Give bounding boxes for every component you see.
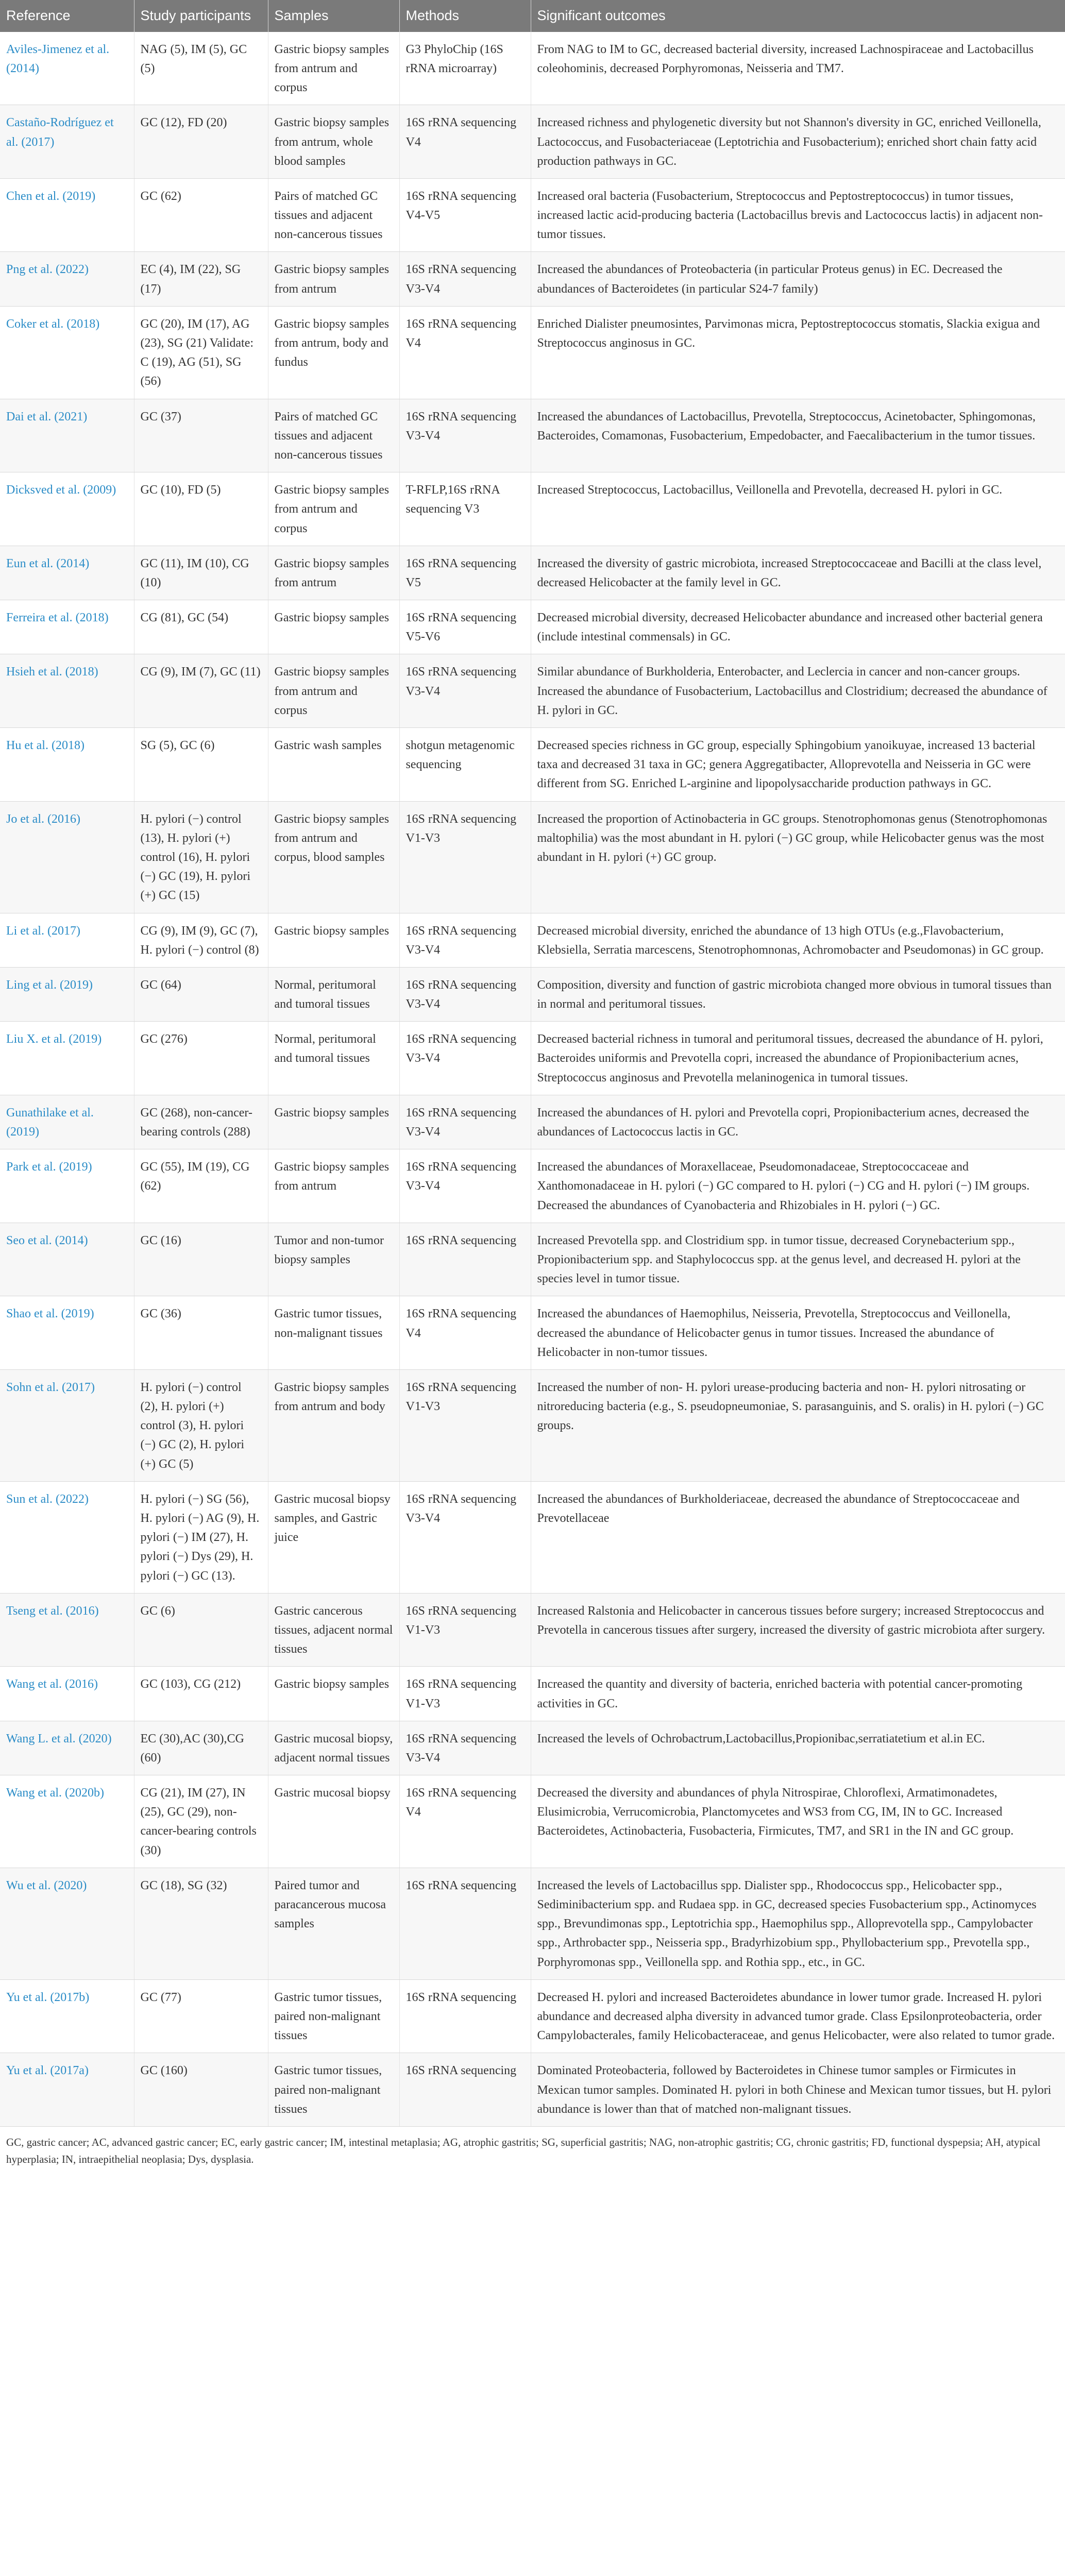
cell-outcomes: Dominated Proteobacteria, followed by Bacteroidetes in Chinese tumor samples or Firmicutes in Mexican tumor samples. Dominated H. pylori in both Chinese and Mexican tumor tissues, but H. pylori abundance is lower than that of matched non-malignant tissues. (531, 2053, 1065, 2127)
table-row (0, 913, 1065, 967)
table-row (0, 1868, 1065, 1979)
header-significant-outcomes: Significant outcomes (531, 0, 1065, 32)
cell-methods: 16S rRNA sequencing V4 (399, 306, 531, 399)
cell-participants: GC (12), FD (20) (134, 105, 268, 179)
table-row (0, 1775, 1065, 1868)
cell-participants: GC (37) (134, 399, 268, 472)
cell-outcomes: Increased Streptococcus, Lactobacillus, Veillonella and Prevotella, decreased H. pylori in GC. (531, 472, 1065, 546)
cell-samples: Normal, peritumoral and tumoral tissues (268, 967, 399, 1021)
cell-participants: GC (62) (134, 178, 268, 252)
cell-participants: GC (276) (134, 1022, 268, 1095)
cell-outcomes: Increased the abundances of Proteobacteria (in particular Proteus genus) in EC. Decreased the abundances of Bacteroidetes (in particular S24-7 family) (531, 252, 1065, 306)
cell-outcomes: Increased the number of non- H. pylori urease-producing bacteria and non- H. pylori nitrosating or nitroreducing bacteria (e.g., S. pseudopneumoniae, S. parasanguinis, and S. oralis) in H. pylori (−) GC groups. (531, 1369, 1065, 1481)
cell-participants: EC (4), IM (22), SG (17) (134, 252, 268, 306)
cell-samples: Pairs of matched GC tissues and adjacent non-cancerous tissues (268, 178, 399, 252)
cell-samples: Gastric wash samples (268, 728, 399, 802)
cell-reference[interactable]: Sohn et al. (2017) (0, 1369, 134, 1481)
cell-reference[interactable]: Dai et al. (2021) (0, 399, 134, 472)
cell-participants: NAG (5), IM (5), GC (5) (134, 32, 268, 105)
cell-outcomes: Increased the abundances of Moraxellaceae, Pseudomonadaceae, Streptococcaceae and Xanthomonadaceae in H. pylori (−) GC compared to H. pylori (−) CG and H. pylori (−) IM groups. Decreased the abundances of Cyanobacteria and Rhizobiales in H. pylori (−) GC. (531, 1149, 1065, 1223)
cell-outcomes: Increased the levels of Ochrobactrum,Lactobacillus,Propionibac,serratiatetium et al.in EC. (531, 1721, 1065, 1775)
cell-samples: Gastric biopsy samples from antrum and corpus (268, 472, 399, 546)
cell-outcomes: Enriched Dialister pneumosintes, Parvimonas micra, Peptostreptococcus stomatis, Slackia exigua and Streptococcus anginosus in GC. (531, 306, 1065, 399)
cell-outcomes: Increased the abundances of Haemophilus, Neisseria, Prevotella, Streptococcus and Veillonella, decreased the abundance of Helicobacter genus in tumor tissues. Increased the abundance of Helicobacter in non-tumor tissues. (531, 1296, 1065, 1370)
table-header-row (0, 0, 1065, 32)
cell-methods: 16S rRNA sequencing V3-V4 (399, 1149, 531, 1223)
cell-methods: 16S rRNA sequencing V3-V4 (399, 1022, 531, 1095)
table-row (0, 1481, 1065, 1593)
cell-outcomes: Increased the levels of Lactobacillus spp. Dialister spp., Rhodococcus spp., Helicobacter spp., Sediminibacterium spp. and Rudaea spp. in GC, decreased species Fusobacterium spp., Actinomyces spp., Brevundimonas spp., Leptotrichia spp., Haemophilus spp., Alloprevotella spp., Campylobacter spp., Arthrobacter spp., Neisseria spp., Bradyrhizobium spp., Phyllobacterium spp., Prevotella spp., Porphyromonas spp., Veillonella spp. and Rothia spp., etc., in GC. (531, 1868, 1065, 1979)
cell-participants: GC (55), IM (19), CG (62) (134, 1149, 268, 1223)
cell-samples: Gastric mucosal biopsy samples, and Gastric juice (268, 1481, 399, 1593)
table-row (0, 1667, 1065, 1721)
cell-samples: Gastric biopsy samples from antrum (268, 1149, 399, 1223)
cell-participants: GC (18), SG (32) (134, 1868, 268, 1979)
cell-participants: GC (77) (134, 1979, 268, 2053)
cell-samples: Gastric biopsy samples (268, 600, 399, 654)
cell-methods: T-RFLP,16S rRNA sequencing V3 (399, 472, 531, 546)
cell-samples: Gastric tumor tissues, non-malignant tissues (268, 1296, 399, 1370)
header-samples: Samples (268, 0, 399, 32)
table-row (0, 1095, 1065, 1149)
cell-outcomes: From NAG to IM to GC, decreased bacterial diversity, increased Lachnospiraceae and Lactobacillus coleohominis, decreased Porphyromonas, Neisseria and TM7. (531, 32, 1065, 105)
cell-participants: GC (268), non-cancer-bearing controls (288) (134, 1095, 268, 1149)
cell-samples: Gastric tumor tissues, paired non-malignant tissues (268, 1979, 399, 2053)
cell-methods: 16S rRNA sequencing V3-V4 (399, 1721, 531, 1775)
table-row (0, 654, 1065, 728)
cell-samples: Gastric biopsy samples from antrum and corpus (268, 32, 399, 105)
cell-samples: Tumor and non-tumor biopsy samples (268, 1223, 399, 1296)
cell-reference[interactable]: Png et al. (2022) (0, 252, 134, 306)
table-row (0, 1149, 1065, 1223)
cell-participants: EC (30),AC (30),CG (60) (134, 1721, 268, 1775)
table-row (0, 1296, 1065, 1370)
cell-methods: 16S rRNA sequencing V5-V6 (399, 600, 531, 654)
cell-outcomes: Composition, diversity and function of gastric microbiota changed more obvious in tumoral tissues than in normal and peritumoral tissues. (531, 967, 1065, 1021)
cell-samples: Gastric biopsy samples from antrum, body and fundus (268, 306, 399, 399)
cell-outcomes: Decreased the diversity and abundances of phyla Nitrospirae, Chloroflexi, Armatimonadetes, Elusimicrobia, Verrucomicrobia, Planctomycetes and WS3 from CG, IM, IN to GC. Increased Bacteroidetes, Actinobacteria, Fusobacteria, Firmicutes, TM7, and SR1 in the IN and GC group. (531, 1775, 1065, 1868)
cell-reference[interactable]: Wang et al. (2016) (0, 1667, 134, 1721)
cell-outcomes: Decreased bacterial richness in tumoral and peritumoral tissues, decreased the abundance of H. pylori, Bacteroides uniformis and Prevotella copri, increased the abundance of Propionibacterium acnes, Streptococcus anginosus and Prevotella melaninogenica in tumoral tissues. (531, 1022, 1065, 1095)
table-row (0, 600, 1065, 654)
cell-methods: 16S rRNA sequencing V4 (399, 1775, 531, 1868)
cell-participants: H. pylori (−) control (13), H. pylori (+) control (16), H. pylori (−) GC (19), H. pylori (+) GC (15) (134, 801, 268, 913)
cell-reference[interactable]: Tseng et al. (2016) (0, 1593, 134, 1667)
table-row (0, 967, 1065, 1021)
cell-samples: Paired tumor and paracancerous mucosa samples (268, 1868, 399, 1979)
cell-reference[interactable]: Wang L. et al. (2020) (0, 1721, 134, 1775)
cell-reference[interactable]: Gunathilake et al. (2019) (0, 1095, 134, 1149)
cell-samples: Gastric biopsy samples from antrum and corpus (268, 654, 399, 728)
cell-samples: Pairs of matched GC tissues and adjacent non-cancerous tissues (268, 399, 399, 472)
cell-reference[interactable]: Ling et al. (2019) (0, 967, 134, 1021)
cell-participants: CG (9), IM (9), GC (7), H. pylori (−) control (8) (134, 913, 268, 967)
cell-samples: Normal, peritumoral and tumoral tissues (268, 1022, 399, 1095)
header-methods: Methods (399, 0, 531, 32)
table-row (0, 32, 1065, 105)
cell-outcomes: Increased the diversity of gastric microbiota, increased Streptococcaceae and Bacilli at the class level, decreased Helicobacter at the family level in GC. (531, 546, 1065, 600)
cell-reference[interactable]: Yu et al. (2017a) (0, 2053, 134, 2127)
cell-outcomes: Decreased microbial diversity, decreased Helicobacter abundance and increased other bacterial genera (include intestinal commensals) in GC. (531, 600, 1065, 654)
cell-reference[interactable]: Wang et al. (2020b) (0, 1775, 134, 1868)
cell-participants: H. pylori (−) SG (56), H. pylori (−) AG (9), H. pylori (−) IM (27), H. pylori (−) Dys (29), H. pylori (−) GC (13). (134, 1481, 268, 1593)
cell-reference[interactable]: Hsieh et al. (2018) (0, 654, 134, 728)
cell-methods: 16S rRNA sequencing V3-V4 (399, 1095, 531, 1149)
cell-outcomes: Decreased microbial diversity, enriched the abundance of 13 high OTUs (e.g.,Flavobacterium, Klebsiella, Serratia marcescens, Stenotrophomnonas, Achromobacter and Pseudomonas) in GC group. (531, 913, 1065, 967)
cell-methods: G3 PhyloChip (16S rRNA microarray) (399, 32, 531, 105)
cell-reference[interactable]: Coker et al. (2018) (0, 306, 134, 399)
cell-outcomes: Increased the abundances of Burkholderiaceae, decreased the abundance of Streptococcaceae and Prevotellaceae (531, 1481, 1065, 1593)
table-row (0, 1022, 1065, 1095)
cell-reference[interactable]: Wu et al. (2020) (0, 1868, 134, 1979)
cell-samples: Gastric biopsy samples from antrum (268, 252, 399, 306)
cell-participants: SG (5), GC (6) (134, 728, 268, 802)
cell-methods: 16S rRNA sequencing V5 (399, 546, 531, 600)
cell-participants: GC (36) (134, 1296, 268, 1370)
cell-outcomes: Decreased species richness in GC group, especially Sphingobium yanoikuyae, increased 13 bacterial taxa and decreased 31 taxa in GC; genera Aggregatibacter, Alloprevotella and Neisseria in GC were different from SG. Enriched L-arginine and lipopolysaccharide production pathways in GC. (531, 728, 1065, 802)
cell-reference[interactable]: Jo et al. (2016) (0, 801, 134, 913)
cell-reference[interactable]: Yu et al. (2017b) (0, 1979, 134, 2053)
cell-reference[interactable]: Li et al. (2017) (0, 913, 134, 967)
cell-participants: GC (20), IM (17), AG (23), SG (21) Validate: C (19), AG (51), SG (56) (134, 306, 268, 399)
cell-outcomes: Increased the abundances of Lactobacillus, Prevotella, Streptococcus, Acinetobacter, Sphingomonas, Bacteroides, Comamonas, Fusobacterium, Empedobacter, and Faecalibacterium in the tumor tissues. (531, 399, 1065, 472)
cell-outcomes: Increased the proportion of Actinobacteria in GC groups. Stenotrophomonas genus (Stenotrophomonas maltophilia) was the most abundant in H. pylori (−) GC group, while Helicobacter genus was the most abundant in H. pylori (+) GC group. (531, 801, 1065, 913)
cell-reference[interactable]: Castaño-Rodríguez et al. (2017) (0, 105, 134, 179)
table-row (0, 306, 1065, 399)
cell-participants: CG (21), IM (27), IN (25), GC (29), non-cancer-bearing controls (30) (134, 1775, 268, 1868)
cell-reference[interactable]: Aviles-Jimenez et al. (2014) (0, 32, 134, 105)
table-row (0, 252, 1065, 306)
cell-samples: Gastric cancerous tissues, adjacent normal tissues (268, 1593, 399, 1667)
cell-outcomes: Decreased H. pylori and increased Bacteroidetes abundance in lower tumor grade. Increased H. pylori abundance and decreased alpha diversity in advanced tumor grade. Class Epsilonproteobacteria, order Campylobacterales, family Helicobacteraceae, and genus Helicobacter, were also related to tumor grade. (531, 1979, 1065, 2053)
cell-participants: GC (10), FD (5) (134, 472, 268, 546)
cell-methods: 16S rRNA sequencing V3-V4 (399, 654, 531, 728)
cell-reference[interactable]: Chen et al. (2019) (0, 178, 134, 252)
cell-methods: 16S rRNA sequencing (399, 1868, 531, 1979)
table-row (0, 399, 1065, 472)
table-row (0, 1979, 1065, 2053)
table-row (0, 2053, 1065, 2127)
cell-methods: 16S rRNA sequencing V1-V3 (399, 1593, 531, 1667)
cell-participants: CG (81), GC (54) (134, 600, 268, 654)
cell-methods: 16S rRNA sequencing V1-V3 (399, 1667, 531, 1721)
cell-samples: Gastric mucosal biopsy (268, 1775, 399, 1868)
cell-outcomes: Increased oral bacteria (Fusobacterium, Streptococcus and Peptostreptococcus) in tumor tissues, increased lactic acid-producing bacteria (Lactobacillus brevis and Lactococcus lactis) in adjacent non-tumor tissues. (531, 178, 1065, 252)
cell-reference[interactable]: Liu X. et al. (2019) (0, 1022, 134, 1095)
cell-samples: Gastric biopsy samples (268, 1667, 399, 1721)
cell-reference[interactable]: Hu et al. (2018) (0, 728, 134, 802)
cell-samples: Gastric biopsy samples from antrum, whole blood samples (268, 105, 399, 179)
table-row (0, 728, 1065, 802)
table-body (0, 32, 1065, 2127)
table-row (0, 1721, 1065, 1775)
cell-methods: 16S rRNA sequencing V4-V5 (399, 178, 531, 252)
header-reference: Reference (0, 0, 134, 32)
cell-methods: 16S rRNA sequencing V4 (399, 1296, 531, 1370)
cell-methods: 16S rRNA sequencing (399, 1979, 531, 2053)
cell-methods: 16S rRNA sequencing V4 (399, 105, 531, 179)
cell-samples: Gastric biopsy samples from antrum and corpus, blood samples (268, 801, 399, 913)
cell-methods: shotgun metagenomic sequencing (399, 728, 531, 802)
table-row (0, 1369, 1065, 1481)
table-row (0, 105, 1065, 179)
cell-participants: GC (6) (134, 1593, 268, 1667)
table-row (0, 472, 1065, 546)
cell-samples: Gastric mucosal biopsy, adjacent normal tissues (268, 1721, 399, 1775)
cell-outcomes: Increased the abundances of H. pylori and Prevotella copri, Propionibacterium acnes, decreased the abundances of Lactococcus lactis in GC. (531, 1095, 1065, 1149)
table-row (0, 1593, 1065, 1667)
cell-reference[interactable]: Park et al. (2019) (0, 1149, 134, 1223)
table-row (0, 801, 1065, 913)
cell-participants: CG (9), IM (7), GC (11) (134, 654, 268, 728)
cell-participants: GC (103), CG (212) (134, 1667, 268, 1721)
cell-reference[interactable]: Ferreira et al. (2018) (0, 600, 134, 654)
cell-samples: Gastric biopsy samples (268, 1095, 399, 1149)
cell-participants: GC (160) (134, 2053, 268, 2127)
cell-participants: GC (16) (134, 1223, 268, 1296)
cell-participants: GC (11), IM (10), CG (10) (134, 546, 268, 600)
cell-participants: H. pylori (−) control (2), H. pylori (+) control (3), H. pylori (−) GC (2), H. pylori (+) GC (5) (134, 1369, 268, 1481)
cell-methods: 16S rRNA sequencing V1-V3 (399, 1369, 531, 1481)
cell-methods: 16S rRNA sequencing V3-V4 (399, 913, 531, 967)
cell-methods: 16S rRNA sequencing V3-V4 (399, 967, 531, 1021)
table-row (0, 546, 1065, 600)
cell-reference[interactable]: Dicksved et al. (2009) (0, 472, 134, 546)
table-footnote: GC, gastric cancer; AC, advanced gastric cancer; EC, early gastric cancer; IM, intestinal metaplasia; AG, atrophic gastritis; SG, superficial gastritis; NAG, non-atrophic gastritis; CG, chronic gastritis; FD, functional dyspepsia; AH, atypical hyperplasia; IN, intraepithelial neoplasia; Dys, dysplasia. (6, 2136, 1041, 2166)
cell-methods: 16S rRNA sequencing V3-V4 (399, 399, 531, 472)
cell-outcomes: Similar abundance of Burkholderia, Enterobacter, and Leclercia in cancer and non-cancer groups. Increased the abundance of Fusobacterium, Lactobacillus and Clostridium; decreased the abundance of H. pylori in GC. (531, 654, 1065, 728)
table-row (0, 178, 1065, 252)
cell-reference[interactable]: Sun et al. (2022) (0, 1481, 134, 1593)
cell-samples: Gastric biopsy samples (268, 913, 399, 967)
cell-outcomes: Increased the quantity and diversity of bacteria, enriched bacteria with potential cancer-promoting activities in GC. (531, 1667, 1065, 1721)
cell-reference[interactable]: Seo et al. (2014) (0, 1223, 134, 1296)
cell-reference[interactable]: Shao et al. (2019) (0, 1296, 134, 1370)
cell-samples: Gastric biopsy samples from antrum (268, 546, 399, 600)
cell-methods: 16S rRNA sequencing (399, 2053, 531, 2127)
cell-methods: 16S rRNA sequencing V3-V4 (399, 1481, 531, 1593)
cell-outcomes: Increased richness and phylogenetic diversity but not Shannon's diversity in GC, enriched Veillonella, Lactococcus, and Fusobacteriaceae (Leptotrichia and Fusobacterium); enriched short chain fatty acid production pathways in GC. (531, 105, 1065, 179)
cell-reference[interactable]: Eun et al. (2014) (0, 546, 134, 600)
table-row (0, 1223, 1065, 1296)
cell-samples: Gastric tumor tissues, paired non-malignant tissues (268, 2053, 399, 2127)
header-study-participants: Study participants (134, 0, 268, 32)
cell-methods: 16S rRNA sequencing V3-V4 (399, 252, 531, 306)
cell-methods: 16S rRNA sequencing V1-V3 (399, 801, 531, 913)
cell-methods: 16S rRNA sequencing (399, 1223, 531, 1296)
cell-samples: Gastric biopsy samples from antrum and body (268, 1369, 399, 1481)
cell-outcomes: Increased Prevotella spp. and Clostridium spp. in tumor tissue, decreased Corynebacterium spp., Propionibacterium spp. and Staphylococcus spp. at the genus level, and decreased H. pylori at the species level in tumor tissue. (531, 1223, 1065, 1296)
cell-participants: GC (64) (134, 967, 268, 1021)
cell-outcomes: Increased Ralstonia and Helicobacter in cancerous tissues before surgery; increased Streptococcus and Prevotella in cancerous tissues after surgery, increased the diversity of gastric microbiota after surgery. (531, 1593, 1065, 1667)
